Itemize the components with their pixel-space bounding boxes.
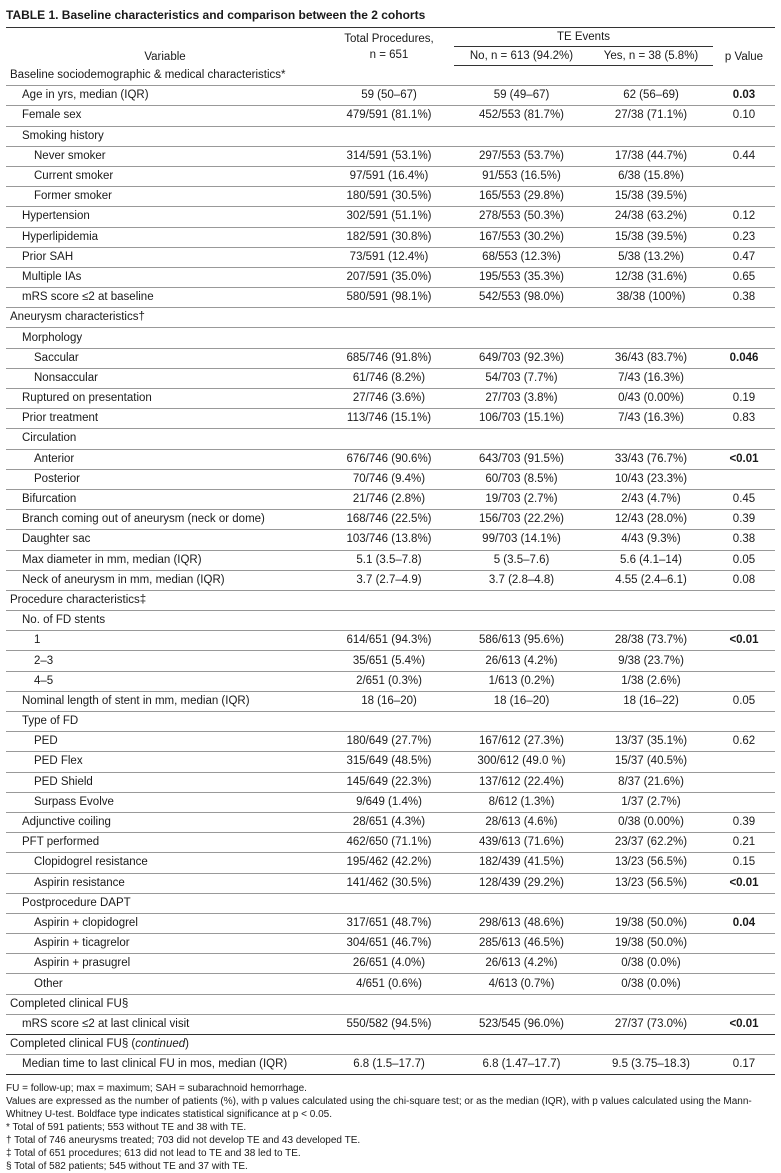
cell-total: 61/746 (8.2%) <box>324 368 454 388</box>
table-row <box>6 792 775 812</box>
cell-total: 462/650 (71.1%) <box>324 833 454 853</box>
cell-total: 28/651 (4.3%) <box>324 812 454 832</box>
cell-total: 27/746 (3.6%) <box>324 389 454 409</box>
cell-no: 91/553 (16.5%) <box>454 166 589 186</box>
table-row <box>6 86 775 106</box>
cell-total: 2/651 (0.3%) <box>324 671 454 691</box>
cell-total: 59 (50–67) <box>324 86 454 106</box>
cell-no: 26/613 (4.2%) <box>454 651 589 671</box>
cell-no <box>454 126 589 146</box>
cell-pvalue: 0.39 <box>713 812 775 832</box>
row-label: PED <box>6 732 324 752</box>
table-row <box>6 106 775 126</box>
cell-total: 9/649 (1.4%) <box>324 792 454 812</box>
header-yes: Yes, n = 38 (5.8%) <box>589 47 713 66</box>
row-label: Aspirin resistance <box>6 873 324 893</box>
cell-pvalue: 0.05 <box>713 550 775 570</box>
cell-no <box>454 893 589 913</box>
cell-pvalue: 0.19 <box>713 389 775 409</box>
cell-pvalue: 0.38 <box>713 288 775 308</box>
cell-no: 68/553 (12.3%) <box>454 247 589 267</box>
cell-no: 649/703 (92.3%) <box>454 348 589 368</box>
row-label: Never smoker <box>6 146 324 166</box>
section-label: Aneurysm characteristics† <box>6 308 775 328</box>
row-label: No. of FD stents <box>6 611 324 631</box>
cell-no: 278/553 (50.3%) <box>454 207 589 227</box>
cell-yes: 10/43 (23.3%) <box>589 469 713 489</box>
cell-total: 97/591 (16.4%) <box>324 166 454 186</box>
cell-total: 168/746 (22.5%) <box>324 510 454 530</box>
footnote: † Total of 746 aneurysms treated; 703 did not develop TE and 43 developed TE. <box>6 1135 361 1147</box>
cell-no: 18 (16–20) <box>454 691 589 711</box>
table-row <box>6 934 775 954</box>
cell-yes: 0/38 (0.0%) <box>589 974 713 994</box>
cell-no: 28/613 (4.6%) <box>454 812 589 832</box>
table-row <box>6 873 775 893</box>
cell-pvalue: 0.17 <box>713 1055 775 1075</box>
cell-total <box>324 429 454 449</box>
cell-yes <box>589 712 713 732</box>
cell-yes: 15/37 (40.5%) <box>589 752 713 772</box>
cell-pvalue: <0.01 <box>713 873 775 893</box>
cell-total <box>324 126 454 146</box>
footnote: * Total of 591 patients; 553 without TE and 38 with TE. <box>6 1122 247 1134</box>
row-label: PFT performed <box>6 833 324 853</box>
cell-pvalue: 0.10 <box>713 106 775 126</box>
table-row <box>6 913 775 933</box>
cell-no: 99/703 (14.1%) <box>454 530 589 550</box>
cell-no: 4/613 (0.7%) <box>454 974 589 994</box>
cell-total <box>324 712 454 732</box>
row-label: Branch coming out of aneurysm (neck or dome) <box>6 510 324 530</box>
section-row <box>6 308 775 328</box>
cell-pvalue <box>713 893 775 913</box>
table-row <box>6 227 775 247</box>
cell-total: 304/651 (46.7%) <box>324 934 454 954</box>
table-row <box>6 812 775 832</box>
table-row <box>6 974 775 994</box>
cell-yes: 4/43 (9.3%) <box>589 530 713 550</box>
cell-no: 27/703 (3.8%) <box>454 389 589 409</box>
cell-total: 18 (16–20) <box>324 691 454 711</box>
cell-yes: 23/37 (62.2%) <box>589 833 713 853</box>
row-label: Circulation <box>6 429 324 449</box>
cell-yes <box>589 429 713 449</box>
cell-total: 317/651 (48.7%) <box>324 913 454 933</box>
cell-pvalue: 0.05 <box>713 691 775 711</box>
cell-pvalue <box>713 792 775 812</box>
cell-pvalue: 0.23 <box>713 227 775 247</box>
cell-pvalue <box>713 166 775 186</box>
cell-pvalue: <0.01 <box>713 631 775 651</box>
row-label: mRS score ≤2 at baseline <box>6 288 324 308</box>
cell-no: 3.7 (2.8–4.8) <box>454 570 589 590</box>
cell-total: 182/591 (30.8%) <box>324 227 454 247</box>
table-row <box>6 954 775 974</box>
cell-pvalue: 0.12 <box>713 207 775 227</box>
row-label: Nominal length of stent in mm, median (IQR) <box>6 691 324 711</box>
row-label: 2–3 <box>6 651 324 671</box>
section-label: Procedure characteristics‡ <box>6 590 775 610</box>
table-row <box>6 691 775 711</box>
cell-yes: 18 (16–22) <box>589 691 713 711</box>
cell-yes: 7/43 (16.3%) <box>589 368 713 388</box>
row-label: Neck of aneurysm in mm, median (IQR) <box>6 570 324 590</box>
cell-no <box>454 712 589 732</box>
cell-total: 113/746 (15.1%) <box>324 409 454 429</box>
section-label: Baseline sociodemographic & medical characteristics* <box>10 69 286 82</box>
cell-pvalue <box>713 934 775 954</box>
section-row <box>6 994 775 1014</box>
table-row <box>6 207 775 227</box>
row-label: Current smoker <box>6 166 324 186</box>
cell-yes: 0/38 (0.0%) <box>589 954 713 974</box>
footnote: ‡ Total of 651 procedures; 613 did not lead to TE and 38 led to TE. <box>6 1148 301 1160</box>
row-label: Postprocedure DAPT <box>6 893 324 913</box>
table-row <box>6 550 775 570</box>
cell-total: 180/649 (27.7%) <box>324 732 454 752</box>
cell-no: 439/613 (71.6%) <box>454 833 589 853</box>
table-row <box>6 833 775 853</box>
header-pvalue: p Value <box>713 28 775 66</box>
row-label: Smoking history <box>6 126 324 146</box>
table-row <box>6 126 775 146</box>
table-row <box>6 187 775 207</box>
cell-pvalue: 0.04 <box>713 913 775 933</box>
cell-yes: 33/43 (76.7%) <box>589 449 713 469</box>
table-row <box>6 712 775 732</box>
cell-yes: 27/38 (71.1%) <box>589 106 713 126</box>
cell-pvalue <box>713 772 775 792</box>
cell-no: 165/553 (29.8%) <box>454 187 589 207</box>
cell-total: 207/591 (35.0%) <box>324 267 454 287</box>
row-label: 1 <box>6 631 324 651</box>
cell-pvalue <box>713 187 775 207</box>
cell-no: 452/553 (81.7%) <box>454 106 589 126</box>
table-row <box>6 288 775 308</box>
cell-pvalue <box>713 651 775 671</box>
row-label: Nonsaccular <box>6 368 324 388</box>
cell-no: 297/553 (53.7%) <box>454 146 589 166</box>
cell-total: 550/582 (94.5%) <box>324 1014 454 1034</box>
cell-no: 26/613 (4.2%) <box>454 954 589 974</box>
cell-no: 182/439 (41.5%) <box>454 853 589 873</box>
row-label: Multiple IAs <box>6 267 324 287</box>
row-label: Posterior <box>6 469 324 489</box>
footnote: § Total of 582 patients; 545 without TE and 37 with TE. <box>6 1161 248 1173</box>
cell-yes: 24/38 (63.2%) <box>589 207 713 227</box>
row-label: Surpass Evolve <box>6 792 324 812</box>
cell-pvalue <box>713 429 775 449</box>
cell-no: 167/553 (30.2%) <box>454 227 589 247</box>
cell-pvalue <box>713 974 775 994</box>
cell-no: 128/439 (29.2%) <box>454 873 589 893</box>
table-row <box>6 893 775 913</box>
cell-pvalue <box>713 954 775 974</box>
row-label: Hyperlipidemia <box>6 227 324 247</box>
section-row <box>6 590 775 610</box>
cell-total: 103/746 (13.8%) <box>324 530 454 550</box>
cell-total: 26/651 (4.0%) <box>324 954 454 974</box>
table-row <box>6 1055 775 1075</box>
cell-pvalue: 0.046 <box>713 348 775 368</box>
cell-total: 5.1 (3.5–7.8) <box>324 550 454 570</box>
cell-total: 195/462 (42.2%) <box>324 853 454 873</box>
cell-yes <box>589 126 713 146</box>
cell-pvalue <box>713 671 775 691</box>
row-label: Adjunctive coiling <box>6 812 324 832</box>
cell-no: 156/703 (22.2%) <box>454 510 589 530</box>
cell-total: 314/591 (53.1%) <box>324 146 454 166</box>
section-row <box>6 66 775 86</box>
row-label: Former smoker <box>6 187 324 207</box>
header-total-line2: n = 651 <box>369 48 409 61</box>
baseline-table <box>6 27 775 1075</box>
cell-total: 580/591 (98.1%) <box>324 288 454 308</box>
cell-yes: 13/23 (56.5%) <box>589 873 713 893</box>
table-row <box>6 611 775 631</box>
table-row <box>6 429 775 449</box>
cell-no: 59 (49–67) <box>454 86 589 106</box>
cell-total: 302/591 (51.1%) <box>324 207 454 227</box>
header-no: No, n = 613 (94.2%) <box>454 47 589 66</box>
row-label: Clopidogrel resistance <box>6 853 324 873</box>
row-label: mRS score ≤2 at last clinical visit <box>6 1014 324 1034</box>
row-label: Hypertension <box>6 207 324 227</box>
row-label: Daughter sac <box>6 530 324 550</box>
cell-no: 1/613 (0.2%) <box>454 671 589 691</box>
row-label: Age in yrs, median (IQR) <box>6 86 324 106</box>
cell-yes <box>589 328 713 348</box>
row-label: Other <box>6 974 324 994</box>
table-row <box>6 146 775 166</box>
table-row <box>6 853 775 873</box>
cell-pvalue: <0.01 <box>713 1014 775 1034</box>
cell-pvalue: 0.65 <box>713 267 775 287</box>
cell-pvalue <box>713 368 775 388</box>
cell-yes: 12/43 (28.0%) <box>589 510 713 530</box>
cell-total: 3.7 (2.7–4.9) <box>324 570 454 590</box>
cell-no: 195/553 (35.3%) <box>454 267 589 287</box>
table-row <box>6 752 775 772</box>
row-label: Female sex <box>6 106 324 126</box>
cell-pvalue <box>713 126 775 146</box>
cell-no: 586/613 (95.6%) <box>454 631 589 651</box>
cell-yes: 4.55 (2.4–6.1) <box>589 570 713 590</box>
cell-pvalue: 0.38 <box>713 530 775 550</box>
table-row <box>6 389 775 409</box>
cell-no <box>454 328 589 348</box>
row-label: Saccular <box>6 348 324 368</box>
cell-total: 21/746 (2.8%) <box>324 489 454 509</box>
cell-no: 300/612 (49.0 %) <box>454 752 589 772</box>
footnote: FU = follow-up; max = maximum; SAH = subarachnoid hemorrhage. <box>6 1083 307 1095</box>
cell-total: 35/651 (5.4%) <box>324 651 454 671</box>
cell-no: 298/613 (48.6%) <box>454 913 589 933</box>
cell-yes: 0/38 (0.00%) <box>589 812 713 832</box>
row-label: PED Shield <box>6 772 324 792</box>
header-te-events: TE Events <box>454 28 713 47</box>
cell-no: 643/703 (91.5%) <box>454 449 589 469</box>
table-row <box>6 631 775 651</box>
cell-yes: 17/38 (44.7%) <box>589 146 713 166</box>
row-label: Bifurcation <box>6 489 324 509</box>
cell-total: 685/746 (91.8%) <box>324 348 454 368</box>
cell-no: 542/553 (98.0%) <box>454 288 589 308</box>
cell-total: 614/651 (94.3%) <box>324 631 454 651</box>
cell-pvalue: 0.03 <box>713 86 775 106</box>
table-row <box>6 368 775 388</box>
table-row <box>6 166 775 186</box>
cell-yes: 13/37 (35.1%) <box>589 732 713 752</box>
cell-total: 180/591 (30.5%) <box>324 187 454 207</box>
row-label: Aspirin + prasugrel <box>6 954 324 974</box>
cell-yes: 9.5 (3.75–18.3) <box>589 1055 713 1075</box>
cell-yes: 5/38 (13.2%) <box>589 247 713 267</box>
footnote: Values are expressed as the number of patients (%), with p values calculated using the chi-square test; or as the median (IQR), with p values calculated using the Mann-Whitney U-test. Boldface type indicates statistical significance at p < 0.05. <box>6 1096 752 1121</box>
table-row <box>6 570 775 590</box>
header-total <box>324 28 454 66</box>
cell-yes: 15/38 (39.5%) <box>589 187 713 207</box>
cell-total: 145/649 (22.3%) <box>324 772 454 792</box>
cell-pvalue: 0.15 <box>713 853 775 873</box>
table-row <box>6 469 775 489</box>
table-row <box>6 267 775 287</box>
cell-no: 6.8 (1.47–17.7) <box>454 1055 589 1075</box>
row-label: Ruptured on presentation <box>6 389 324 409</box>
table-row <box>6 328 775 348</box>
cell-yes: 7/43 (16.3%) <box>589 409 713 429</box>
cell-pvalue <box>713 712 775 732</box>
cell-total: 6.8 (1.5–17.7) <box>324 1055 454 1075</box>
cell-total <box>324 328 454 348</box>
cell-total <box>324 611 454 631</box>
row-label: Anterior <box>6 449 324 469</box>
cell-yes <box>589 893 713 913</box>
cell-yes: 1/38 (2.6%) <box>589 671 713 691</box>
cell-yes: 15/38 (39.5%) <box>589 227 713 247</box>
table-row <box>6 510 775 530</box>
cell-pvalue: 0.21 <box>713 833 775 853</box>
table-header <box>6 28 775 66</box>
row-label: PED Flex <box>6 752 324 772</box>
cell-no: 285/613 (46.5%) <box>454 934 589 954</box>
cell-no: 137/612 (22.4%) <box>454 772 589 792</box>
cell-no: 523/545 (96.0%) <box>454 1014 589 1034</box>
cell-no: 19/703 (2.7%) <box>454 489 589 509</box>
table-footnotes <box>6 1082 775 1173</box>
cell-yes: 28/38 (73.7%) <box>589 631 713 651</box>
cell-yes: 0/43 (0.00%) <box>589 389 713 409</box>
cell-yes: 19/38 (50.0%) <box>589 913 713 933</box>
table-row <box>6 489 775 509</box>
table-row <box>6 409 775 429</box>
table-row <box>6 732 775 752</box>
cell-pvalue: <0.01 <box>713 449 775 469</box>
cell-pvalue: 0.83 <box>713 409 775 429</box>
cell-no: 54/703 (7.7%) <box>454 368 589 388</box>
cell-yes: 38/38 (100%) <box>589 288 713 308</box>
cell-pvalue: 0.62 <box>713 732 775 752</box>
table-row <box>6 348 775 368</box>
cell-no <box>454 611 589 631</box>
cell-total: 73/591 (12.4%) <box>324 247 454 267</box>
row-label: Prior SAH <box>6 247 324 267</box>
cell-yes: 19/38 (50.0%) <box>589 934 713 954</box>
cell-pvalue <box>713 752 775 772</box>
table-row <box>6 449 775 469</box>
cell-yes: 13/23 (56.5%) <box>589 853 713 873</box>
cell-total <box>324 893 454 913</box>
cell-total: 70/746 (9.4%) <box>324 469 454 489</box>
cell-no: 106/703 (15.1%) <box>454 409 589 429</box>
row-label: Prior treatment <box>6 409 324 429</box>
cell-yes: 12/38 (31.6%) <box>589 267 713 287</box>
cell-no: 5 (3.5–7.6) <box>454 550 589 570</box>
row-label: 4–5 <box>6 671 324 691</box>
cell-yes: 2/43 (4.7%) <box>589 489 713 509</box>
cell-yes: 1/37 (2.7%) <box>589 792 713 812</box>
row-label: Max diameter in mm, median (IQR) <box>6 550 324 570</box>
table-row <box>6 651 775 671</box>
table-row <box>6 1014 775 1034</box>
table-row <box>6 671 775 691</box>
cell-yes <box>589 611 713 631</box>
row-label: Morphology <box>6 328 324 348</box>
table-continued <box>6 1035 775 1075</box>
table-body <box>6 66 775 1035</box>
cell-yes: 27/37 (73.0%) <box>589 1014 713 1034</box>
cell-yes: 62 (56–69) <box>589 86 713 106</box>
row-label: Aspirin + ticagrelor <box>6 934 324 954</box>
cell-no: 8/612 (1.3%) <box>454 792 589 812</box>
cell-pvalue <box>713 469 775 489</box>
cell-yes: 8/37 (21.6%) <box>589 772 713 792</box>
row-label: Median time to last clinical FU in mos, median (IQR) <box>6 1055 324 1075</box>
cell-pvalue: 0.45 <box>713 489 775 509</box>
cell-total: 479/591 (81.1%) <box>324 106 454 126</box>
section-label: Completed clinical FU§ <box>6 994 775 1014</box>
header-variable: Variable <box>6 28 324 66</box>
cell-total: 4/651 (0.6%) <box>324 974 454 994</box>
table-row <box>6 772 775 792</box>
continued-section-label: Completed clinical FU§ (continued) <box>6 1035 775 1055</box>
cell-yes: 9/38 (23.7%) <box>589 651 713 671</box>
table-row <box>6 530 775 550</box>
cell-yes: 36/43 (83.7%) <box>589 348 713 368</box>
table-caption: TABLE 1. Baseline characteristics and comparison between the 2 cohorts <box>6 8 426 22</box>
cell-pvalue <box>713 611 775 631</box>
cell-yes: 5.6 (4.1–14) <box>589 550 713 570</box>
cell-pvalue <box>713 328 775 348</box>
cell-no: 60/703 (8.5%) <box>454 469 589 489</box>
row-label: Aspirin + clopidogrel <box>6 913 324 933</box>
row-label: Type of FD <box>6 712 324 732</box>
cell-total: 315/649 (48.5%) <box>324 752 454 772</box>
cell-pvalue: 0.39 <box>713 510 775 530</box>
table-row <box>6 247 775 267</box>
cell-no: 167/612 (27.3%) <box>454 732 589 752</box>
cell-total: 141/462 (30.5%) <box>324 873 454 893</box>
cell-total: 676/746 (90.6%) <box>324 449 454 469</box>
cell-pvalue: 0.44 <box>713 146 775 166</box>
cell-pvalue: 0.47 <box>713 247 775 267</box>
cell-no <box>454 429 589 449</box>
cell-pvalue: 0.08 <box>713 570 775 590</box>
cell-yes: 6/38 (15.8%) <box>589 166 713 186</box>
header-total-line1: Total Procedures, <box>344 32 434 45</box>
